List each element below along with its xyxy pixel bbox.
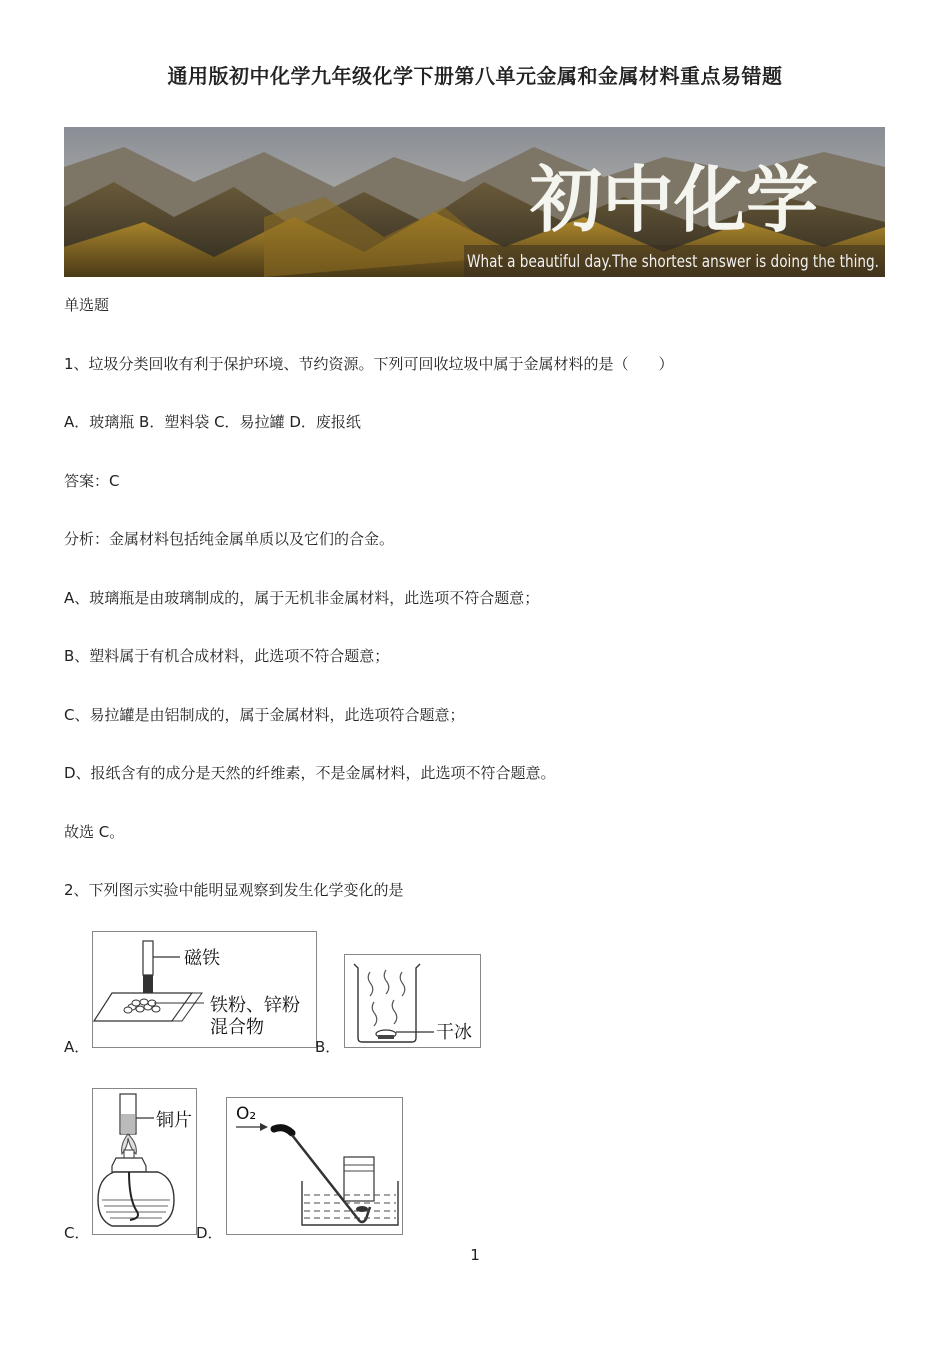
fig-a-label-powder: 铁粉、锌粉 <box>210 995 300 1016</box>
document-title: 通用版初中化学九年级化学下册第八单元金属和金属材料重点易错题 <box>167 64 783 88</box>
q1-analysis: 分析：金属材料包括纯金属单质以及它们的合金。 <box>64 530 395 548</box>
section-heading: 单选题 <box>64 296 110 314</box>
fig-c-label-copper: 铜片 <box>156 1110 192 1131</box>
q2-stem: 2、下列图示实验中能明显观察到发生化学变化的是 <box>64 881 404 899</box>
q1-answer: 答案：C <box>64 472 120 490</box>
q2-figure-a <box>92 931 317 1048</box>
banner-image <box>64 127 885 277</box>
q2-figure-d <box>226 1097 403 1235</box>
q2-option-a-label: A． <box>64 1038 90 1056</box>
q2-option-c-label: C． <box>64 1224 90 1242</box>
q2-figure-c <box>92 1088 197 1235</box>
fig-a-label-magnet: 磁铁 <box>184 948 220 969</box>
banner-slogan: What a beautiful day.The shortest answer is doing the thing. <box>467 252 879 272</box>
q1-analysis-c: C、易拉罐是由铝制成的，属于金属材料，此选项符合题意； <box>64 706 465 724</box>
banner-heading: 初中化学 <box>529 157 819 242</box>
fig-b-label-dryice: 干冰 <box>436 1022 472 1043</box>
q2-figure-b <box>344 954 481 1048</box>
page-number: 1 <box>470 1246 480 1264</box>
q1-stem: 1、垃圾分类回收有利于保护环境、节约资源。下列可回收垃圾中属于金属材料的是（ ） <box>64 355 674 373</box>
q1-conclusion: 故选 C。 <box>64 823 125 841</box>
q1-analysis-a: A、玻璃瓶是由玻璃制成的，属于无机非金属材料，此选项不符合题意； <box>64 589 540 607</box>
q1-options: A．玻璃瓶 B．塑料袋 C．易拉罐 D．废报纸 <box>64 413 361 431</box>
q2-option-d-label: D． <box>196 1224 223 1242</box>
q2-option-b-label: B． <box>315 1038 341 1056</box>
fig-d-label-oxygen: O₂ <box>236 1104 257 1124</box>
fig-a-label-mixture: 混合物 <box>210 1017 264 1038</box>
q1-analysis-d: D、报纸含有的成分是天然的纤维素，不是金属材料，此选项不符合题意。 <box>64 764 556 782</box>
q1-analysis-b: B、塑料属于有机合成材料，此选项不符合题意； <box>64 647 390 665</box>
